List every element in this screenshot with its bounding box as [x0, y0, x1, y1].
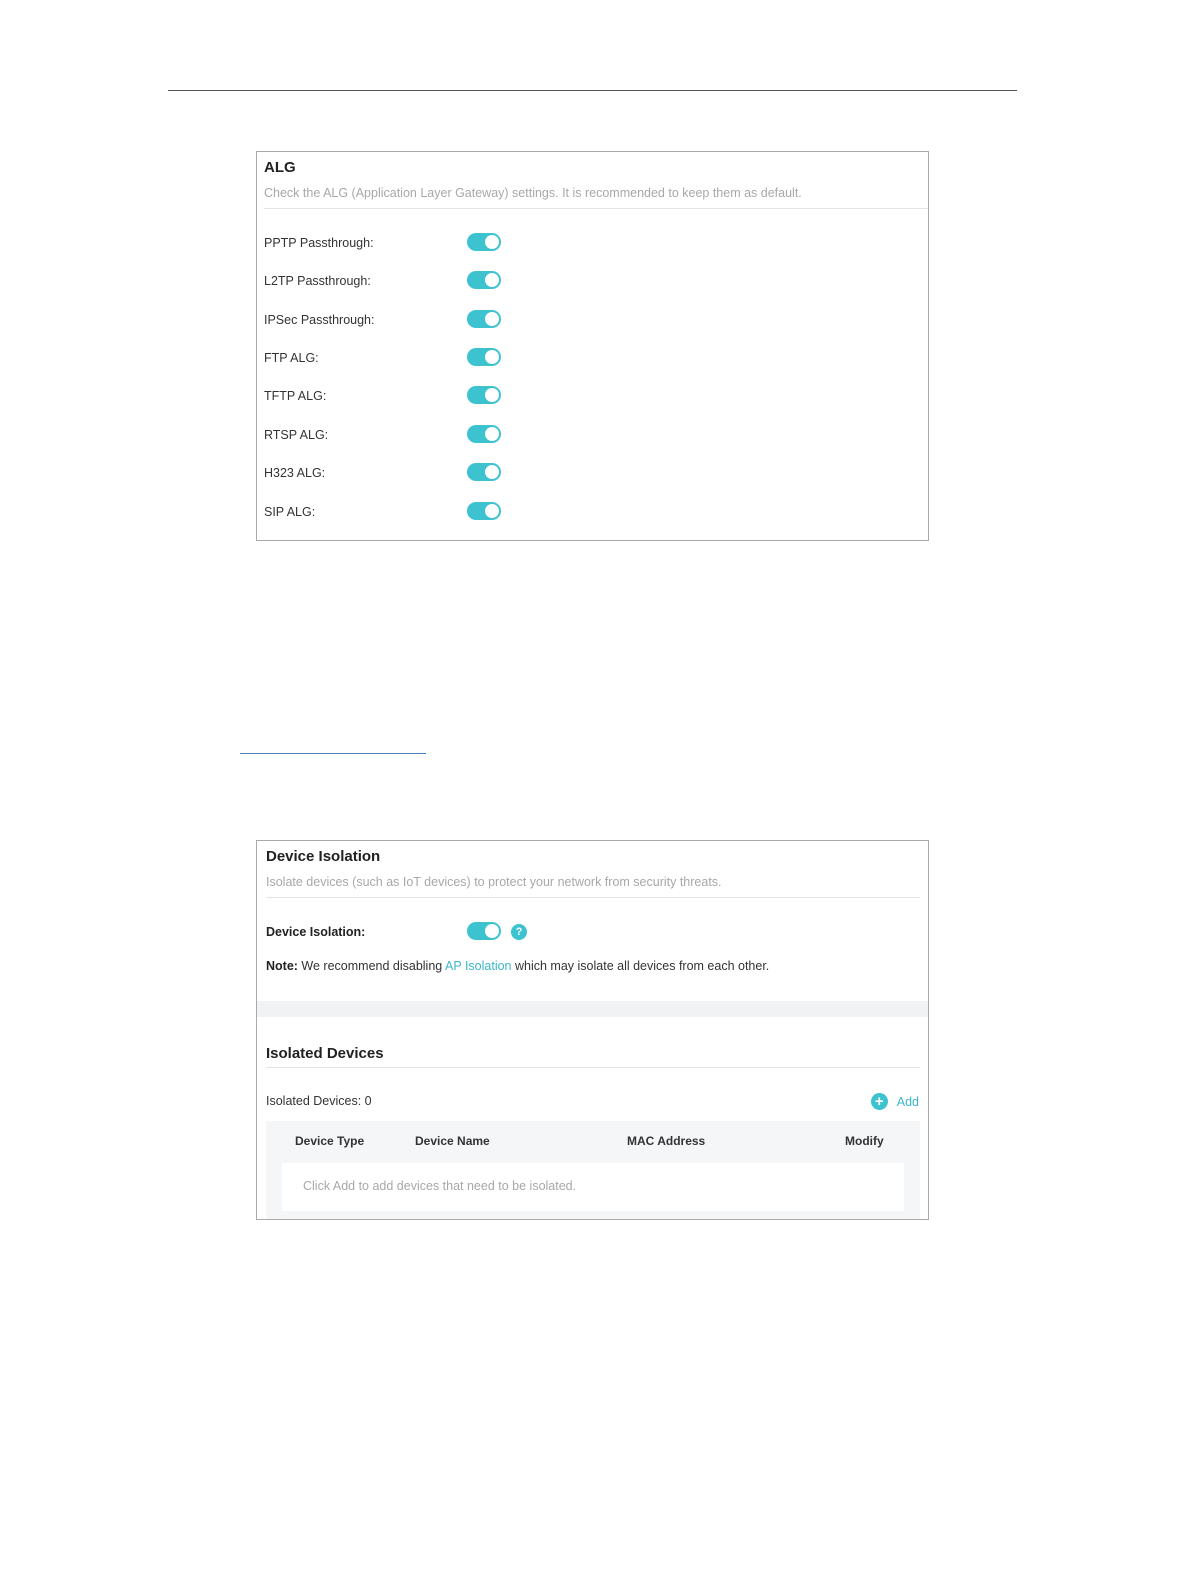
alg-title: ALG [264, 159, 296, 176]
page-header-rule [168, 90, 1017, 91]
device-isolation-note [266, 959, 769, 973]
toggle-knob [485, 427, 499, 441]
isolated-devices-divider [266, 1067, 920, 1068]
column-header-device-type: Device Type [295, 1134, 365, 1148]
isolated-devices-table [266, 1121, 920, 1219]
column-header-mac-address: MAC Address [627, 1134, 706, 1148]
ipsec-passthrough-toggle[interactable] [467, 310, 501, 328]
alg-panel [256, 151, 929, 541]
isolated-devices-count: Isolated Devices: 0 [266, 1094, 372, 1108]
pptp-passthrough-toggle[interactable] [467, 233, 501, 251]
add-label: Add [896, 1094, 919, 1109]
isolated-devices-title: Isolated Devices [266, 1045, 384, 1062]
l2tp-passthrough-label: L2TP Passthrough: [264, 274, 371, 288]
rtsp-alg-label: RTSP ALG: [264, 428, 329, 442]
note-text-before: We recommend disabling [297, 959, 446, 973]
device-isolation-panel [256, 840, 929, 1220]
ftp-alg-label: FTP ALG: [264, 351, 319, 365]
toggle-knob [485, 235, 499, 249]
column-header-device-name: Device Name [415, 1134, 490, 1148]
ftp-alg-toggle[interactable] [467, 348, 501, 366]
toggle-knob [485, 924, 499, 938]
toggle-knob [485, 312, 499, 326]
h323-alg-label: H323 ALG: [264, 466, 326, 480]
table-empty-row [282, 1163, 904, 1211]
alg-divider [264, 208, 928, 209]
l2tp-passthrough-toggle[interactable] [467, 271, 501, 289]
device-isolation-divider [266, 897, 920, 898]
sip-alg-label: SIP ALG: [264, 505, 316, 519]
toggle-knob [485, 350, 499, 364]
toggle-knob [485, 273, 499, 287]
device-isolation-title: Device Isolation [266, 848, 381, 865]
add-device-button[interactable] [871, 1093, 919, 1110]
note-text-after: which may isolate all devices from each other. [511, 959, 770, 973]
alg-description: Check the ALG (Application Layer Gateway) settings. It is recommended to keep them as default. [264, 186, 802, 200]
toggle-knob [485, 504, 499, 518]
device-isolation-description: Isolate devices (such as IoT devices) to protect your network from security threats. [266, 875, 722, 889]
h323-alg-toggle[interactable] [467, 463, 501, 481]
tftp-alg-label: TFTP ALG: [264, 389, 327, 403]
plus-circle-icon: + [871, 1093, 888, 1110]
ipsec-passthrough-label: IPSec Passthrough: [264, 313, 375, 327]
toggle-knob [485, 388, 499, 402]
pptp-passthrough-label: PPTP Passthrough: [264, 236, 374, 250]
note-label: Note: [266, 959, 298, 973]
sip-alg-toggle[interactable] [467, 502, 501, 520]
rtsp-alg-toggle[interactable] [467, 425, 501, 443]
column-header-modify: Modify [845, 1134, 884, 1148]
help-icon[interactable]: ? [511, 924, 527, 940]
tftp-alg-toggle[interactable] [467, 386, 501, 404]
section-separator [257, 1001, 928, 1017]
empty-table-message: Click Add to add devices that need to be isolated. [303, 1179, 577, 1193]
ap-isolation-link[interactable]: AP Isolation [445, 959, 512, 973]
device-isolation-toggle-label: Device Isolation: [266, 925, 366, 939]
toggle-knob [485, 465, 499, 479]
device-isolation-toggle[interactable] [467, 922, 501, 940]
hyperlink-underline [240, 753, 426, 754]
